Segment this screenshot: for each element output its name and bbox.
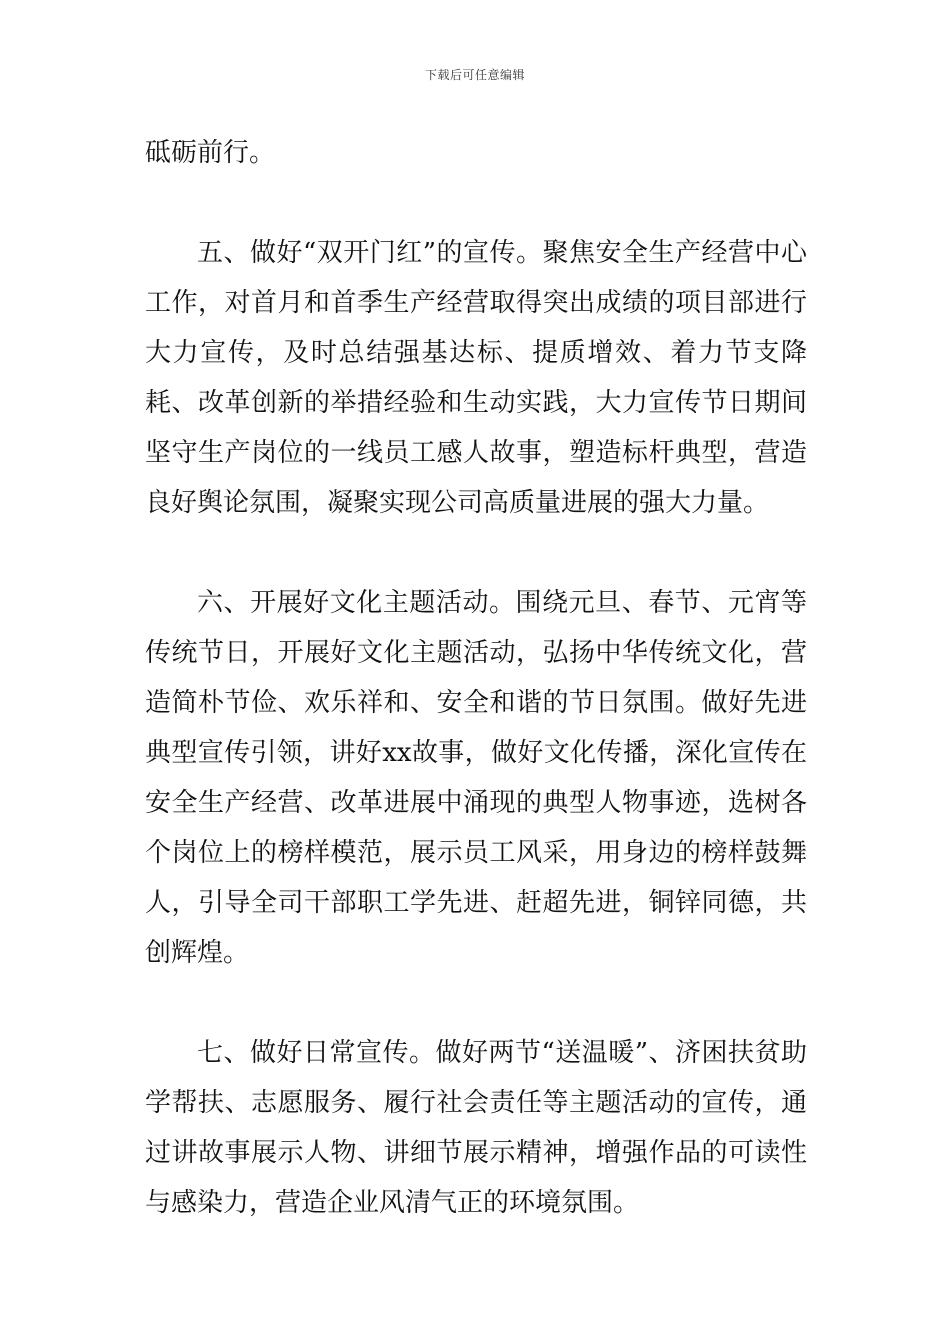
page-header-note: 下载后可任意编辑 xyxy=(424,68,525,82)
paragraph-section-6: 六、开展好文化主题活动。围绕元旦、春节、元宵等传统节日，开展好文化主题活动，弘扬中华传统文化，营造简朴节俭、欢乐祥和、安全和谐的节日氛围。做好先进典型宣传引领，讲好xx故事，做好文化传播，深化宣传在安全生产经营、改革进展中涌现的典型人物事迹，选树各个岗位上的榜样模范，展示员工风采，用身边的榜样鼓舞人，引导全司干部职工学先进、赶超先进，铜锌同德，共创辉煌。 xyxy=(145,588,807,968)
paragraph-gap xyxy=(145,978,807,1028)
paragraph-gap xyxy=(145,178,807,228)
paragraph-continuation: 砥砺前行。 xyxy=(145,138,276,168)
paragraph-section-5: 五、做好“双开门红”的宣传。聚焦安全生产经营中心工作，对首月和首季生产经营取得突出成绩的项目部进行大力宣传，及时总结强基达标、提质增效、着力节支降耗、改革创新的举措经验和生动实践，大力宣传节日期间坚守生产岗位的一线员工感人故事，塑造标杆典型，营造良好舆论氛围，凝聚实现公司高质量进展的强大力量。 xyxy=(145,238,807,518)
paragraph-section-7: 七、做好日常宣传。做好两节“送温暖”、济困扶贫助学帮扶、志愿服务、履行社会责任等主题活动的宣传，通过讲故事展示人物、讲细节展示精神，增强作品的可读性与感染力，营造企业风清气正的环境氛围。 xyxy=(145,1038,807,1218)
paragraph-gap xyxy=(145,528,807,578)
document-body xyxy=(145,128,807,1228)
